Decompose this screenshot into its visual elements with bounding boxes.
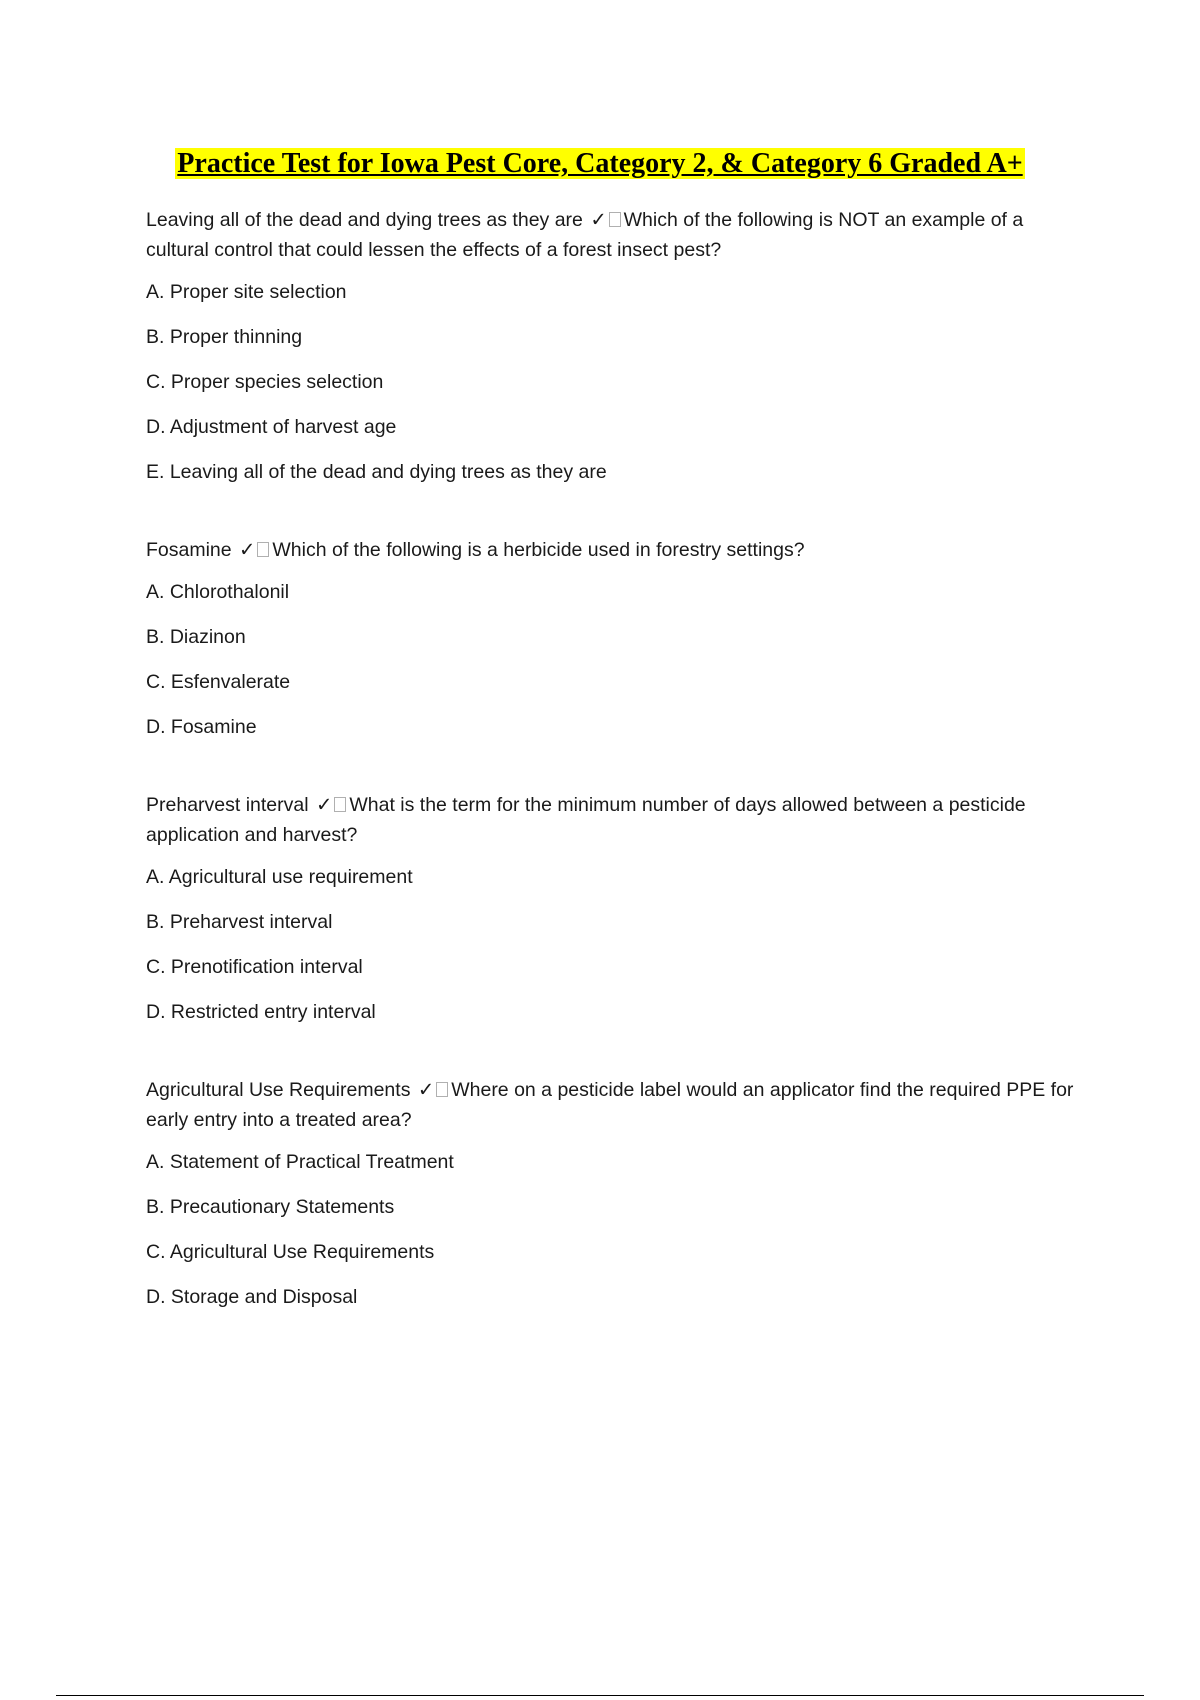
checkmark-icon: ✓ [239,538,256,561]
option-e: E. Leaving all of the dead and dying trees as they are [146,461,607,483]
option-b: B. Precautionary Statements [146,1196,395,1218]
option-b: B. Diazinon [146,626,246,648]
checkmark-icon: ✓ [316,793,333,816]
option-a: A. Statement of Practical Treatment [146,1151,454,1173]
answer-text: Preharvest interval [146,794,309,816]
option-b: B. Proper thinning [146,326,303,348]
option-d: D. Fosamine [146,716,257,738]
question-block-3 [146,790,1086,1027]
option-c: C. Agricultural Use Requirements [146,1241,435,1263]
question-prompt: What is the term for the minimum number of days allowed between a pesticide application and harvest? [146,794,1026,846]
option-a: A. Chlorothalonil [146,581,290,603]
question-block-2 [146,535,1086,742]
option-a: A. Agricultural use requirement [146,866,413,888]
box-icon [436,1082,448,1097]
option-c: C. Prenotification interval [146,956,363,978]
options-list [146,1147,1086,1312]
option-d: D. Adjustment of harvest age [146,416,397,438]
question-2 [146,535,1086,565]
option-d: D. Storage and Disposal [146,1286,358,1308]
checkmark-icon: ✓ [417,1078,435,1101]
box-icon [609,212,621,227]
box-icon [257,542,269,557]
question-prompt: Which of the following is NOT an example of a cultural control that could lessen the effects of a forest insect pest? [146,209,1024,261]
option-a: A. Proper site selection [146,281,347,303]
question-4 [146,1075,1086,1135]
answer-text: Leaving all of the dead and dying trees as they are [146,209,583,231]
options-list [146,577,1086,742]
option-d: D. Restricted entry interval [146,1001,376,1023]
question-block-4 [146,1075,1086,1312]
box-icon [334,797,346,812]
question-prompt: Which of the following is a herbicide used in forestry settings? [272,539,805,561]
question-1 [146,205,1086,265]
option-c: C. Esfenvalerate [146,671,291,693]
option-c: C. Proper species selection [146,371,384,393]
options-list [146,277,1086,487]
question-prompt: Where on a pesticide label would an applicator find the required PPE for early entry into a treated area? [146,1079,1074,1131]
questions-list [146,205,1086,1360]
options-list [146,862,1086,1027]
question-3 [146,790,1086,850]
document-title: Practice Test for Iowa Pest Core, Category 2, & Category 6 Graded A+ [177,148,1023,179]
question-block-1 [146,205,1086,487]
answer-text: Agricultural Use Requirements [146,1079,411,1101]
answer-text: Fosamine [146,539,232,561]
option-b: B. Preharvest interval [146,911,333,933]
document-title-container [0,143,1200,180]
footer-divider [56,1695,1144,1696]
checkmark-icon: ✓ [590,208,607,231]
